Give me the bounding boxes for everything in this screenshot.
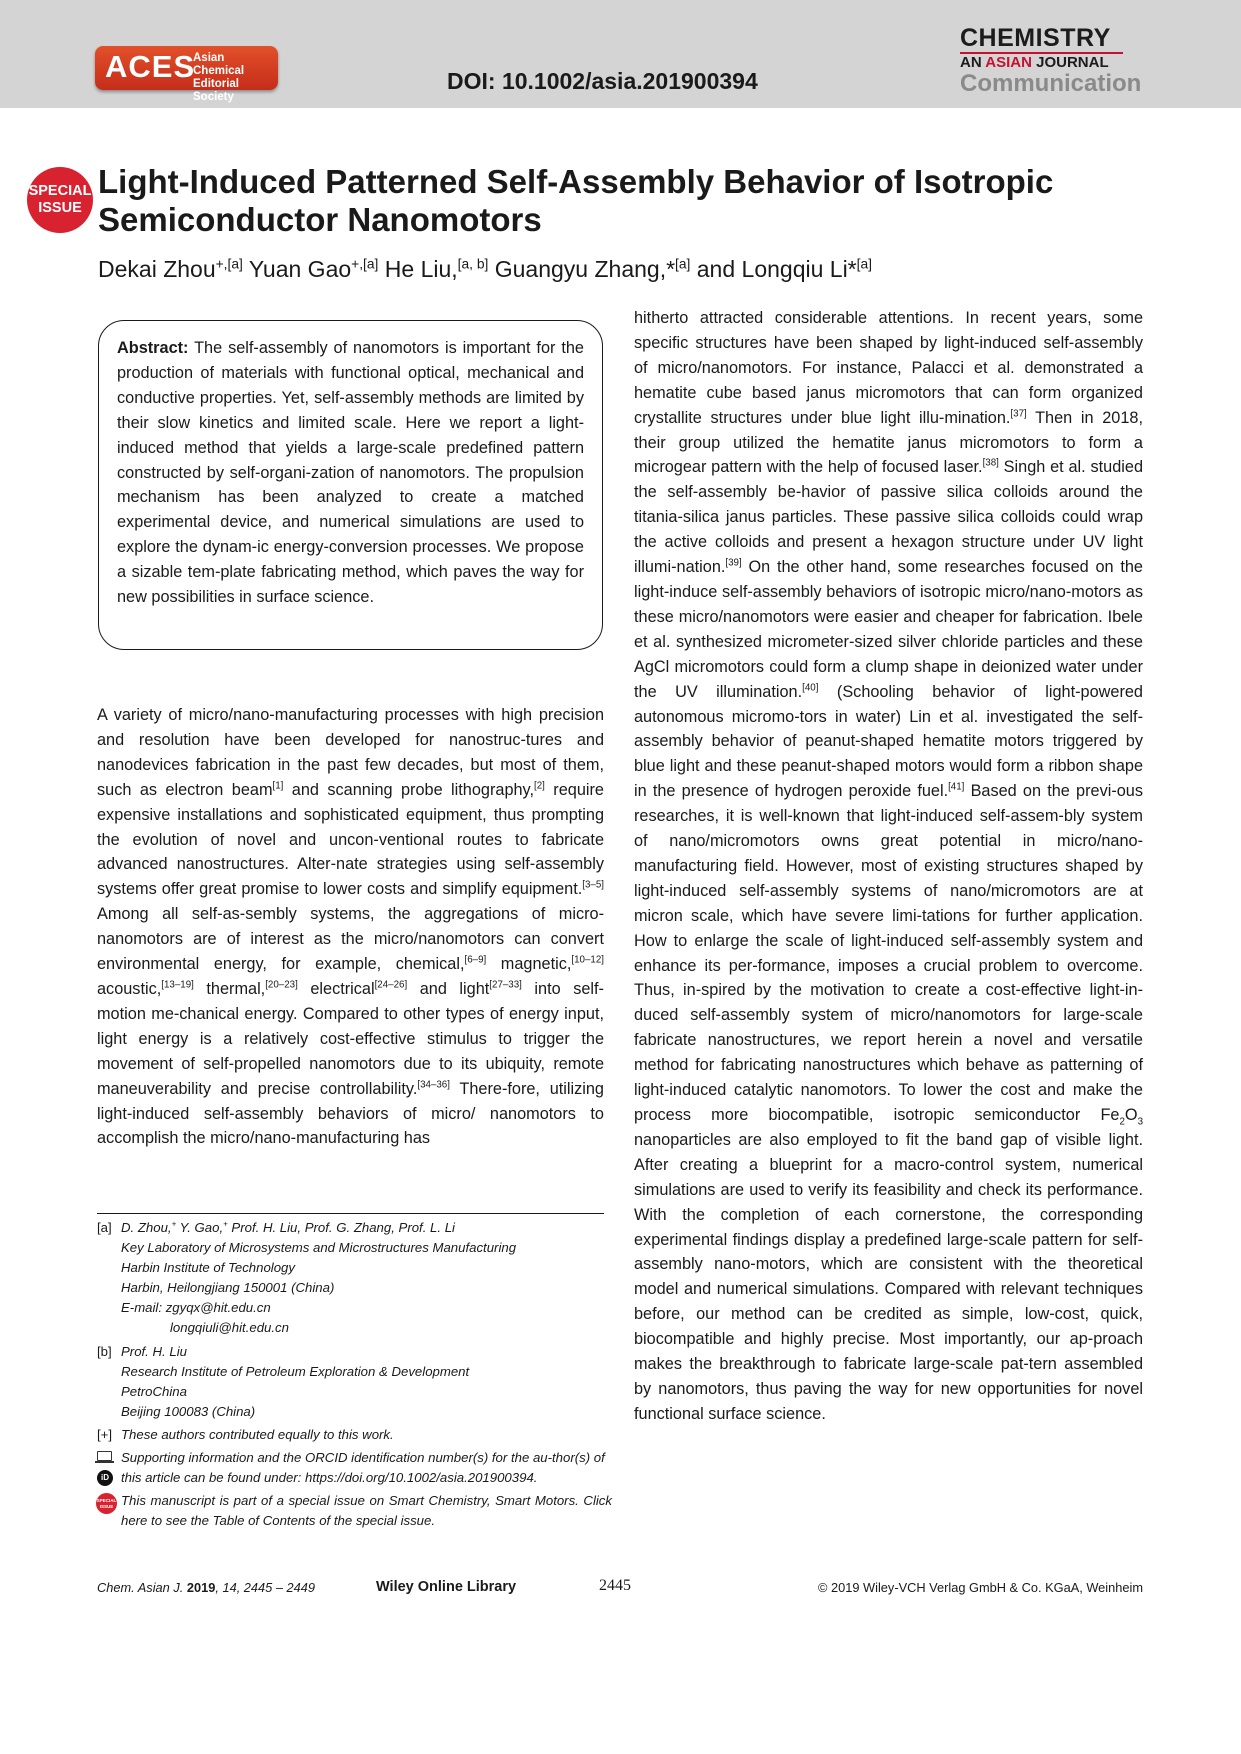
doi[interactable]: DOI: 10.1002/asia.201900394 [447,68,758,94]
footer-citation: Chem. Asian J. 2019, 14, 2445 – 2449 [97,1580,315,1595]
footnote-special-issue [97,1491,612,1531]
abstract-box [98,320,603,650]
laptop-icon-base [95,1461,114,1463]
aces-logo[interactable] [95,46,278,103]
abstract-label: Abstract: [117,339,189,357]
citation-ref: [24–26] [374,979,408,991]
aces-logo-word: ACES [105,49,196,84]
citation-ref: [38] [982,458,999,470]
journal-logo[interactable] [960,24,1160,96]
wiley-online-library-link[interactable]: Wiley Online Library [376,1579,517,1595]
citation-ref: [10–12] [571,954,604,966]
email-link[interactable]: E-mail: zgyqx@hit.edu.cn [121,1300,271,1316]
citation-ref: [13–19] [161,979,194,991]
aces-logo-subtitle: Asian Chemical Editorial Society [193,52,245,103]
body-text-left-column: A variety of micro/nano-manufacturing processes with high precision and resolution have been developed for nanostruc-tures and nanodevices fabrication in the past few decades, but most of them, such as electron beam[1] and scanning probe lithography,[2] require expensive installations and sophisticated equipment, thus prompting the evolution of novel and uncon-ventional routes to fabricate advanced nanostructures. Alter-nate strategies using self-assembly systems offer great promise to lower costs and simplify equipment.[3–5] Among all self-as-sembly systems, the aggregations of micro-nanomotors are of interest as the micro/nanomotors can convert environmental energy, for example, chemical,[6–9] magnetic,[10–12] acoustic,[13–19] thermal,[20–23] electrical[24–26] and light[27–33] into self-motion me-chanical energy. Compared to other types of energy input, light energy is a relatively cost-effective stimulus to trigger the movement of self-propelled nanomotors due to its ubiquity, remote maneuverability and precise controllability.[34–36] There-fore, utilizing light-induced self-assembly behaviors of micro/ nanomotors to accomplish the micro/nano-manufacturing has [97,706,604,1148]
author-list: Dekai Zhou$^{+,[a]}$ Yuan Gao$^{+,[a]}$ He Liu,[a, b] Guangyu Zhang,*[a] and Longqiu Li*[a] [98,256,872,282]
journal-logo-subtitle: AN ASIAN JOURNAL [960,54,1109,71]
citation-ref: [34–36] [417,1079,450,1091]
author-name: He Liu, [384,256,458,282]
journal-logo-rule [960,52,1123,54]
author-name: Longqiu Li* [741,256,857,282]
supporting-info-link[interactable]: Supporting information and the ORCID identification number(s) for the au-thor(s) of this article can be found under: https://doi.org/10.1002/asia.201900394. [121,1450,605,1486]
citation-ref: [3–5] [582,879,604,891]
footnote-plus: [+] These authors contributed equally to this work. [97,1425,612,1445]
footnote-a: [a] D. Zhou,+ Y. Gao,+ Prof. H. Liu, Prof. G. Zhang, Prof. L. Li Key Laboratory of Microsystems and Microstructures Manufacturing Harbin Institute of Technology Harbin, Heilongjiang 150001 (China) E-mail: zgyqx@hit.edu.cn longqiuli@hit.edu.cn [97,1218,612,1339]
copyright-notice: © 2019 Wiley-VCH Verlag GmbH & Co. KGaA, Weinheim [818,1580,1143,1595]
citation-ref: [6–9] [464,954,487,966]
page-number: 2445 [599,1577,631,1594]
footnote-divider [97,1213,604,1214]
citation-ref: [39] [725,557,742,569]
footnote-b: [b] Prof. H. Liu Research Institute of Petroleum Exploration & Development PetroChina Beijing 100083 (China) [97,1342,612,1422]
citation-ref: [2] [534,780,545,792]
article-title: Light-Induced Patterned Self-Assembly Behavior of Isotropic Semiconductor Nanomotors [98,163,1054,238]
body-text-right-column: hitherto attracted considerable attentions. In recent years, some specific structures have been shaped by light-induced self-assembly of micro/nanomotors. For instance, Palacci et al. demonstrated a hematite cube based janus micromotors that can form organized crystallite structures under blue light illu-mination.[37] Then in 2018, their group utilized the hematite janus micromotors to form a microgear pattern with the help of focused laser.[38] Singh et al. studied the self-assembly be-havior of passive silica colloids around the titania-silica janus particles. These passive silica colloids could wrap the active colloids and present a hexagon structure under UV light illumi-nation.[39] On the other hand, some researches focused on the light-induce self-assembly behaviors of isotropic micro/nano-motors as these micro/nanomotors were easier and cheaper for fabrication. Ibele et al. synthesized micrometer-sized silver chloride particles and these AgCl micromotors could form a clump shape in deionized water under the UV illumination.[40] (Schooling behavior of light-powered autonomous micromo-tors in water) Lin et al. investigated the self-assembly behavior of peanut-shaped hematite motors triggered by blue light and these peanut-shaped motors would form a ribbon shape in the presence of hydrogen peroxide fuel.[41] Based on the previ-ous researches, it is well-known that light-induced self-assem-bly system of nano/micromotors owns great potential in micro/nano-manufacturing field. However, most of existing structures shaped by light-induced self-assembly systems of nano/micromotors are at micron scale, which have severe limi-tations for further application. How to enlarge the scale of light-induced self-assembly system and enhance its per-formance, imposes a crucial problem to overcome. Thus, in-spired by the motivation to create a cost-effective light-in-duced self-assembly system of micro/nanomotors for large-scale fabricate nanostructures, we report herein a novel and versatile method for fabricating nanostructures which behave as patterning of light-induced catalytic nanomotors. To lower the cost and make the process more biocompatible, isotropic semiconductor $Fe_2O_3$ nanoparticles are also employed to fit the band gap of visible light. After creating a blueprint for a macro-control system, numerical simulations are used to verify its feasibility and check its performance. With the completion of each cornerstone, the corresponding experimental findings display a predefined large-scale pattern for self-assembly nano-motors, which are consistent with the theoretical model and numerical simulations. Compared with relevant techniques before, our method can be credited as simple, low-cost, quick, biocompatible and highly precise. Most importantly, our ap-proach makes the breakthrough to fabricate large-scale pat-tern assembled by nanomotors, thus paving the way for new opportunities for novel functional surface science. [634,309,1143,1423]
citation-ref: [37] [1010,408,1027,420]
citation-ref: [41] [948,781,965,793]
article-type: Communication [960,70,1142,97]
author-name: Dekai Zhou [98,256,216,282]
citation-ref: [1] [272,780,284,792]
footnotes [97,1218,612,1534]
journal-logo-chemistry: CHEMISTRY [960,24,1111,52]
citation-ref: [20–23] [265,979,298,991]
citation-ref: [27–33] [489,979,522,991]
footnote-supporting-info [97,1448,612,1488]
page-footer [97,1577,1143,1600]
orcid-icon: iD [97,1470,113,1486]
footnote-mark: [b] [97,1343,112,1359]
author-name: Guangyu Zhang,* [494,256,676,282]
citation-ref: [40] [802,682,819,694]
laptop-icon [97,1451,112,1461]
special-issue-link[interactable]: This manuscript is part of a special issue on Smart Chemistry, Smart Motors. Click here to see the Table of Contents of the special issue. [121,1493,612,1529]
special-issue-badge: SPECIAL ISSUE [27,167,93,233]
special-issue-icon: SPECIAL ISSUE [96,1493,117,1514]
footnote-mark: [+] [97,1426,113,1442]
author-name: Yuan Gao [248,256,352,282]
footnote-mark: [a] [97,1220,112,1235]
abstract-text: Abstract: The self-assembly of nanomotors is important for the production of materials with functional optical, mechanical and conductive properties. Yet, self-assembly methods are limited by their slow kinetics and limited scale. Here we report a light-induced method that yields a large-scale predefined pattern constructed by self-organi-zation of nanomotors. The propulsion mechanism has been analyzed to create a matched experimental device, and numerical simulations are used to explore the dynam-ic energy-conversion processes. We propose a sizable tem-plate fabricating method, which paves the way for new possibilities in surface science. [117,339,584,607]
email-link[interactable]: longqiuli@hit.edu.cn [170,1320,289,1336]
